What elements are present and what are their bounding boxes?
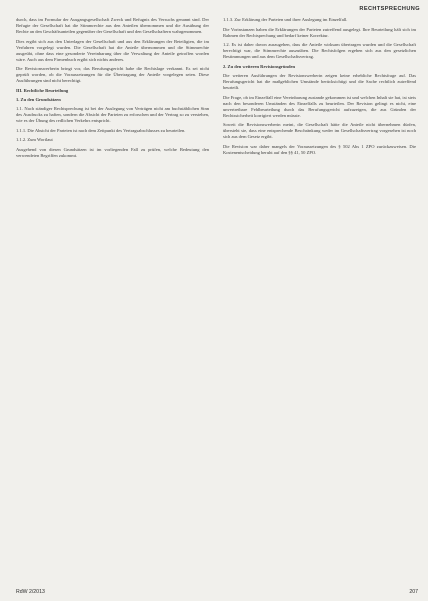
paragraph: 1.1. Nach ständiger Rechtsprechung ist bei der Auslegung von Verträgen nicht am buchstäblichen Sinn des Ausdrucks zu haften, sondern die Absicht der Parteien zu erforschen und der Vertrag so zu verstehen, wie es der Übung des redlichen Verkehrs entspricht. <box>16 105 209 123</box>
paragraph: Die weiteren Ausführungen der Revisionswerberin zeigen keine erhebliche Rechtsfrage auf. Das Berufungsgericht hat die maßgeblichen Umstände berücksichtigt und die Sache rechtlich zutreffend beurteilt. <box>223 72 416 90</box>
paragraph: Die Frage, ob im Einzelfall eine Vereinbarung zustande gekommen ist und welchen Inhalt sie hat, ist stets nach den besonderen Umständen des Einzelfalls zu beurteilen. Der Revision gelingt es nicht, eine unvertretbare Fehlbeurteilung durch das Berufungsgericht aufzuzeigen, die aus Gründen der Rechtssicherheit korrigiert werden müsste. <box>223 94 416 118</box>
running-head: RECHTSPRECHUNG <box>359 6 420 12</box>
paragraph: 1.1.2. Zum Wortlaut <box>16 137 53 143</box>
paragraph: Die Revisionswerberin bringt vor, das Berufungsgericht habe die Rechtslage verkannt. Es sei nicht geprüft worden, ob die Voraussetzungen für die Übertragung der Anteile vorgelegen seien. Diese Ausführungen sind nicht berechtigt. <box>16 66 209 84</box>
section-heading: III. Rechtliche Beurteilung <box>16 87 69 93</box>
paragraph: Ausgehend von diesen Grundsätzen ist im vorliegenden Fall zu prüfen, welche Bedeutung den verwendeten Begriffen zukommt. <box>16 146 209 158</box>
paragraph: Die Vorinstanzen haben die Erklärungen der Parteien zutreffend ausgelegt. Ihre Beurteilung hält sich im Rahmen der Rechtsprechung und bedarf keiner Korrektur. <box>223 26 416 38</box>
paragraph: 1.2. Es ist daher davon auszugehen, dass die Anteile wirksam übertragen wurden und die Gesellschaft berechtigt war, die Stimmrechte auszuüben. Die Rechtsfolgen ergeben sich aus den gesetzlichen Bestimmungen und aus dem Gesellschaftsvertrag. <box>223 42 416 60</box>
paragraph: durch, dass im Formular der Ausgangsgesellschaft Zweck und Befugnis des Versuchs genannt sind. Der Befugte der Gesellschaft hat die Stimmrechte aus den Anteilen übernommen und die Ausübung der Rechte an den Geschäftsanteilen gegenüber der Gesellschaft und den Gesellschaftern wahrgenommen. <box>16 17 209 35</box>
page-footer <box>16 589 420 598</box>
journal-label: RdW 2/2013 <box>16 589 45 595</box>
paragraph: 1.1.1. Die Absicht der Parteien ist nach dem Zeitpunkt des Vertragsabschlusses zu beurteilen. <box>16 127 186 133</box>
page-number: 207 <box>409 589 418 595</box>
section-heading: 2. Zu den weiteren Revisionsgründen <box>223 63 296 69</box>
right-column <box>223 17 416 585</box>
paragraph: Die Revision war daher mangels der Voraussetzungen des § 502 Abs 1 ZPO zurückzuweisen. Die Kostenentscheidung beruht auf den §§ 41, 50 ZPO. <box>223 143 416 155</box>
subsection-heading: 1. Zu den Grundsätzen <box>16 96 61 102</box>
paragraph: Soweit die Revisionswerberin meint, die Gesellschaft hätte die Anteile nicht übernehmen dürfen, übersieht sie, dass eine entsprechende Beschränkung weder im Gesellschaftsvertrag vorgesehen ist noch sich aus dem Gesetz ergibt. <box>223 122 416 140</box>
left-column <box>16 17 209 585</box>
paragraph: 1.1.3. Zur Erklärung der Parteien und ihrer Auslegung im Einzelfall. <box>223 17 348 22</box>
paragraph: Dies ergibt sich aus den Unterlagen der Gesellschaft und aus den Erklärungen der Beteiligten, die im Verfahren vorgelegt wurden. Die Gesellschaft hat die Anteile übernommen und die Stimmrechte ausgeübt, ohne dass eine gesonderte Vereinbarung über die Verwaltung der Anteile getroffen worden wäre. Auch aus dem Firmenbuch ergibt sich nichts anderes. <box>16 38 209 62</box>
